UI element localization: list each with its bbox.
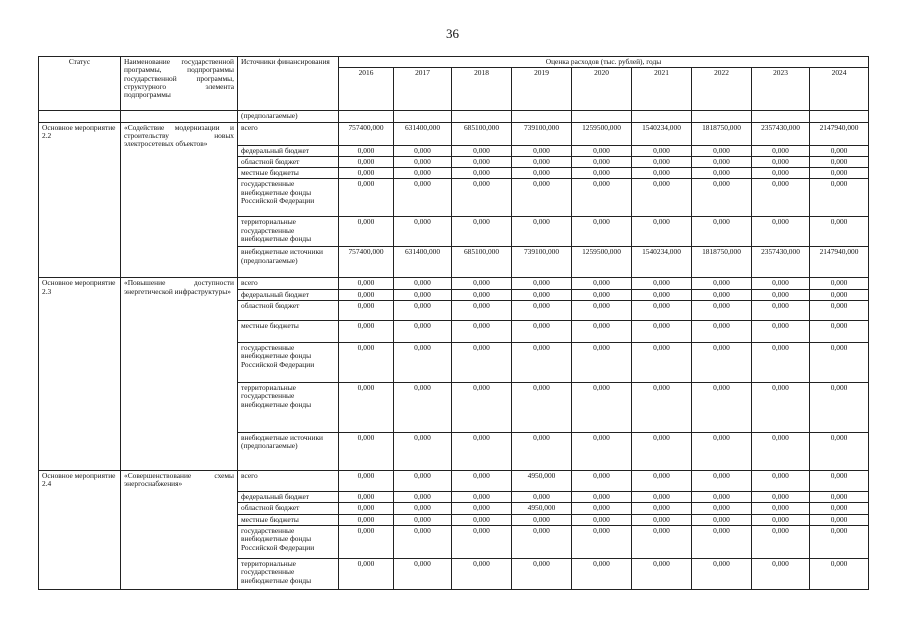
- value-cell: 0,000: [452, 156, 512, 167]
- value-cell: 0,000: [572, 343, 632, 383]
- value-cell: 0,000: [632, 433, 692, 471]
- carry-row: [39, 111, 869, 122]
- value-cell: 0,000: [572, 321, 632, 343]
- source-cell: местные бюджеты: [238, 321, 339, 343]
- value-cell: 0,000: [752, 278, 810, 289]
- budget-table: [38, 56, 869, 590]
- value-cell: 0,000: [692, 383, 752, 433]
- value-cell: 4950,000: [512, 503, 572, 514]
- header-source: Источники финансирования: [238, 57, 339, 111]
- value-cell: 0,000: [452, 503, 512, 514]
- value-cell: 0,000: [394, 558, 452, 589]
- value-cell: 0,000: [512, 156, 572, 167]
- value-cell: 0,000: [692, 156, 752, 167]
- value-cell: 0,000: [752, 321, 810, 343]
- value-cell: 0,000: [572, 383, 632, 433]
- value-cell: 0,000: [512, 383, 572, 433]
- value-cell: 0,000: [512, 278, 572, 289]
- value-cell: 0,000: [632, 179, 692, 217]
- value-cell: 0,000: [810, 433, 869, 471]
- value-cell: 0,000: [632, 514, 692, 525]
- value-cell: 1259500,000: [572, 247, 632, 278]
- value-cell: 0,000: [339, 156, 394, 167]
- carry-source: (предполагаемые): [238, 111, 339, 122]
- value-cell: 0,000: [394, 492, 452, 503]
- value-cell: 0,000: [692, 503, 752, 514]
- value-cell: 0,000: [394, 514, 452, 525]
- source-cell: внебюджетные источники (предполагаемые): [238, 433, 339, 471]
- value-cell: 0,000: [572, 156, 632, 167]
- value-cell: 0,000: [339, 514, 394, 525]
- value-cell: 0,000: [452, 321, 512, 343]
- value-cell: 0,000: [394, 503, 452, 514]
- value-cell: 0,000: [452, 525, 512, 558]
- source-cell: федеральный бюджет: [238, 492, 339, 503]
- value-cell: 0,000: [692, 433, 752, 471]
- value-cell: 0,000: [339, 433, 394, 471]
- source-cell: областной бюджет: [238, 301, 339, 321]
- value-cell: 2357430,000: [752, 247, 810, 278]
- header-year: 2016: [339, 68, 394, 111]
- value-cell: 1540234,000: [632, 247, 692, 278]
- source-cell: областной бюджет: [238, 503, 339, 514]
- value-cell: 0,000: [810, 289, 869, 300]
- header-year: 2024: [810, 68, 869, 111]
- value-cell: 0,000: [810, 217, 869, 247]
- value-cell: 0,000: [632, 492, 692, 503]
- value-cell: 0,000: [572, 492, 632, 503]
- value-cell: 0,000: [572, 558, 632, 589]
- value-cell: 0,000: [810, 278, 869, 289]
- source-cell: местные бюджеты: [238, 514, 339, 525]
- name-cell: «Повышение доступности энергетической инфраструктуры»: [121, 278, 238, 471]
- value-cell: 0,000: [394, 145, 452, 156]
- value-cell: 0,000: [572, 278, 632, 289]
- value-cell: 0,000: [810, 471, 869, 492]
- value-cell: 0,000: [572, 179, 632, 217]
- value-cell: 631400,000: [394, 247, 452, 278]
- header-year: 2018: [452, 68, 512, 111]
- value-cell: 0,000: [752, 179, 810, 217]
- value-cell: 0,000: [512, 217, 572, 247]
- value-cell: 0,000: [572, 145, 632, 156]
- value-cell: 0,000: [692, 492, 752, 503]
- header-year: 2019: [512, 68, 572, 111]
- value-cell: 2147940,000: [810, 247, 869, 278]
- value-cell: 0,000: [572, 433, 632, 471]
- value-cell: 0,000: [339, 471, 394, 492]
- value-cell: 0,000: [632, 278, 692, 289]
- value-cell: 0,000: [512, 558, 572, 589]
- value-cell: 0,000: [452, 301, 512, 321]
- source-cell: территориальные государственные внебюджетные фонды: [238, 383, 339, 433]
- value-cell: 0,000: [512, 301, 572, 321]
- value-cell: 757400,000: [339, 122, 394, 145]
- source-cell: территориальные государственные внебюджетные фонды: [238, 558, 339, 589]
- source-cell: государственные внебюджетные фонды Российской Федерации: [238, 343, 339, 383]
- value-cell: 0,000: [632, 145, 692, 156]
- header-year: 2021: [632, 68, 692, 111]
- source-cell: федеральный бюджет: [238, 145, 339, 156]
- value-cell: 0,000: [752, 514, 810, 525]
- value-cell: 0,000: [394, 343, 452, 383]
- value-cell: 0,000: [632, 321, 692, 343]
- value-cell: 0,000: [452, 179, 512, 217]
- value-cell: 0,000: [572, 525, 632, 558]
- value-cell: 0,000: [339, 278, 394, 289]
- value-cell: 0,000: [452, 278, 512, 289]
- value-cell: 0,000: [394, 383, 452, 433]
- value-cell: 0,000: [572, 168, 632, 179]
- value-cell: 631400,000: [394, 122, 452, 145]
- value-cell: 0,000: [632, 289, 692, 300]
- value-cell: 0,000: [452, 343, 512, 383]
- value-cell: 0,000: [692, 471, 752, 492]
- value-cell: 0,000: [810, 558, 869, 589]
- value-cell: 0,000: [692, 217, 752, 247]
- source-cell: всего: [238, 471, 339, 492]
- value-cell: 0,000: [752, 383, 810, 433]
- table-row: [39, 471, 869, 492]
- value-cell: 0,000: [339, 301, 394, 321]
- value-cell: 0,000: [339, 217, 394, 247]
- value-cell: 0,000: [339, 343, 394, 383]
- value-cell: 0,000: [692, 278, 752, 289]
- table-row: [39, 278, 869, 289]
- value-cell: 0,000: [692, 558, 752, 589]
- value-cell: 0,000: [339, 558, 394, 589]
- value-cell: 0,000: [632, 168, 692, 179]
- value-cell: 0,000: [512, 289, 572, 300]
- value-cell: 0,000: [512, 145, 572, 156]
- value-cell: 0,000: [394, 471, 452, 492]
- value-cell: 0,000: [692, 179, 752, 217]
- value-cell: 0,000: [512, 433, 572, 471]
- value-cell: 0,000: [452, 471, 512, 492]
- value-cell: 0,000: [752, 558, 810, 589]
- value-cell: 0,000: [452, 289, 512, 300]
- value-cell: 0,000: [339, 525, 394, 558]
- value-cell: 0,000: [452, 514, 512, 525]
- value-cell: 0,000: [394, 156, 452, 167]
- value-cell: 0,000: [752, 289, 810, 300]
- value-cell: 0,000: [692, 145, 752, 156]
- value-cell: 0,000: [512, 492, 572, 503]
- source-cell: государственные внебюджетные фонды Российской Федерации: [238, 525, 339, 558]
- value-cell: 0,000: [752, 433, 810, 471]
- value-cell: 0,000: [752, 301, 810, 321]
- source-cell: всего: [238, 278, 339, 289]
- value-cell: 0,000: [394, 179, 452, 217]
- value-cell: 0,000: [810, 168, 869, 179]
- status-cell: Основное мероприятие 2.3: [39, 278, 121, 471]
- value-cell: 0,000: [752, 168, 810, 179]
- value-cell: 0,000: [452, 492, 512, 503]
- value-cell: 0,000: [512, 514, 572, 525]
- value-cell: 0,000: [452, 383, 512, 433]
- name-cell: «Совершенствование схемы энергоснабжения»: [121, 471, 238, 590]
- value-cell: 0,000: [394, 289, 452, 300]
- value-cell: 0,000: [394, 433, 452, 471]
- value-cell: 0,000: [339, 503, 394, 514]
- value-cell: 685100,000: [452, 247, 512, 278]
- value-cell: 0,000: [512, 179, 572, 217]
- status-cell: Основное мероприятие 2.2: [39, 122, 121, 278]
- value-cell: 0,000: [692, 301, 752, 321]
- value-cell: 0,000: [452, 168, 512, 179]
- value-cell: 0,000: [512, 343, 572, 383]
- value-cell: 0,000: [572, 301, 632, 321]
- source-cell: государственные внебюджетные фонды Российской Федерации: [238, 179, 339, 217]
- value-cell: 0,000: [632, 383, 692, 433]
- value-cell: 0,000: [810, 503, 869, 514]
- value-cell: 1818750,000: [692, 122, 752, 145]
- value-cell: 0,000: [339, 321, 394, 343]
- value-cell: 0,000: [632, 301, 692, 321]
- name-cell: «Содействие модернизации и строительству новых электросетевых объектов»: [121, 122, 238, 278]
- value-cell: 0,000: [632, 343, 692, 383]
- value-cell: 0,000: [512, 321, 572, 343]
- value-cell: 0,000: [339, 289, 394, 300]
- value-cell: 0,000: [512, 168, 572, 179]
- value-cell: 0,000: [810, 145, 869, 156]
- value-cell: 0,000: [752, 217, 810, 247]
- value-cell: 0,000: [692, 168, 752, 179]
- table-row: [39, 122, 869, 145]
- value-cell: 0,000: [394, 278, 452, 289]
- source-cell: внебюджетные источники (предполагаемые): [238, 247, 339, 278]
- value-cell: 1540234,000: [632, 122, 692, 145]
- value-cell: 0,000: [394, 217, 452, 247]
- value-cell: 0,000: [810, 301, 869, 321]
- value-cell: 0,000: [692, 514, 752, 525]
- value-cell: 0,000: [394, 301, 452, 321]
- value-cell: 0,000: [810, 343, 869, 383]
- value-cell: 0,000: [394, 525, 452, 558]
- header-row: [39, 57, 869, 68]
- value-cell: 0,000: [339, 492, 394, 503]
- value-cell: 0,000: [810, 383, 869, 433]
- value-cell: 0,000: [810, 156, 869, 167]
- value-cell: 1259500,000: [572, 122, 632, 145]
- value-cell: 0,000: [512, 525, 572, 558]
- value-cell: 0,000: [452, 217, 512, 247]
- source-cell: местные бюджеты: [238, 168, 339, 179]
- value-cell: 0,000: [810, 321, 869, 343]
- value-cell: 0,000: [632, 156, 692, 167]
- page-number: 36: [446, 26, 459, 41]
- value-cell: 0,000: [632, 558, 692, 589]
- value-cell: 0,000: [572, 514, 632, 525]
- value-cell: 0,000: [810, 525, 869, 558]
- value-cell: 0,000: [692, 525, 752, 558]
- value-cell: 0,000: [752, 471, 810, 492]
- value-cell: 0,000: [339, 168, 394, 179]
- source-cell: территориальные государственные внебюджетные фонды: [238, 217, 339, 247]
- header-name: Наименование государственной программы, подпрограммы государственной программы, структурного элемента подпрограммы: [121, 57, 238, 111]
- value-cell: 0,000: [394, 168, 452, 179]
- value-cell: 0,000: [572, 289, 632, 300]
- status-cell: Основное мероприятие 2.4: [39, 471, 121, 590]
- header-year: 2023: [752, 68, 810, 111]
- header-year: 2017: [394, 68, 452, 111]
- value-cell: 0,000: [394, 321, 452, 343]
- value-cell: 0,000: [692, 321, 752, 343]
- value-cell: 0,000: [810, 179, 869, 217]
- header-status: Статус: [39, 57, 121, 111]
- value-cell: 0,000: [339, 383, 394, 433]
- value-cell: 0,000: [752, 145, 810, 156]
- value-cell: 0,000: [752, 343, 810, 383]
- carry-name: [121, 111, 238, 122]
- value-cell: 0,000: [752, 492, 810, 503]
- header-estimate: Оценка расходов (тыс. рублей), годы: [339, 57, 869, 68]
- value-cell: 0,000: [452, 433, 512, 471]
- value-cell: 4950,000: [512, 471, 572, 492]
- value-cell: 2147940,000: [810, 122, 869, 145]
- value-cell: 0,000: [632, 503, 692, 514]
- value-cell: 0,000: [572, 217, 632, 247]
- value-cell: 0,000: [692, 289, 752, 300]
- value-cell: 0,000: [339, 179, 394, 217]
- value-cell: 0,000: [810, 492, 869, 503]
- value-cell: 685100,000: [452, 122, 512, 145]
- carry-status: [39, 111, 121, 122]
- value-cell: 0,000: [752, 156, 810, 167]
- value-cell: 1818750,000: [692, 247, 752, 278]
- value-cell: 0,000: [752, 525, 810, 558]
- value-cell: 0,000: [692, 343, 752, 383]
- source-cell: всего: [238, 122, 339, 145]
- value-cell: 0,000: [632, 217, 692, 247]
- header-year: 2022: [692, 68, 752, 111]
- value-cell: 0,000: [752, 503, 810, 514]
- value-cell: 739100,000: [512, 122, 572, 145]
- source-cell: федеральный бюджет: [238, 289, 339, 300]
- value-cell: 0,000: [452, 558, 512, 589]
- value-cell: 0,000: [632, 471, 692, 492]
- value-cell: 0,000: [810, 514, 869, 525]
- value-cell: 0,000: [452, 145, 512, 156]
- value-cell: 0,000: [572, 503, 632, 514]
- value-cell: 0,000: [632, 525, 692, 558]
- value-cell: 739100,000: [512, 247, 572, 278]
- value-cell: 0,000: [339, 145, 394, 156]
- source-cell: областной бюджет: [238, 156, 339, 167]
- value-cell: 757400,000: [339, 247, 394, 278]
- value-cell: 2357430,000: [752, 122, 810, 145]
- value-cell: 0,000: [572, 471, 632, 492]
- header-year: 2020: [572, 68, 632, 111]
